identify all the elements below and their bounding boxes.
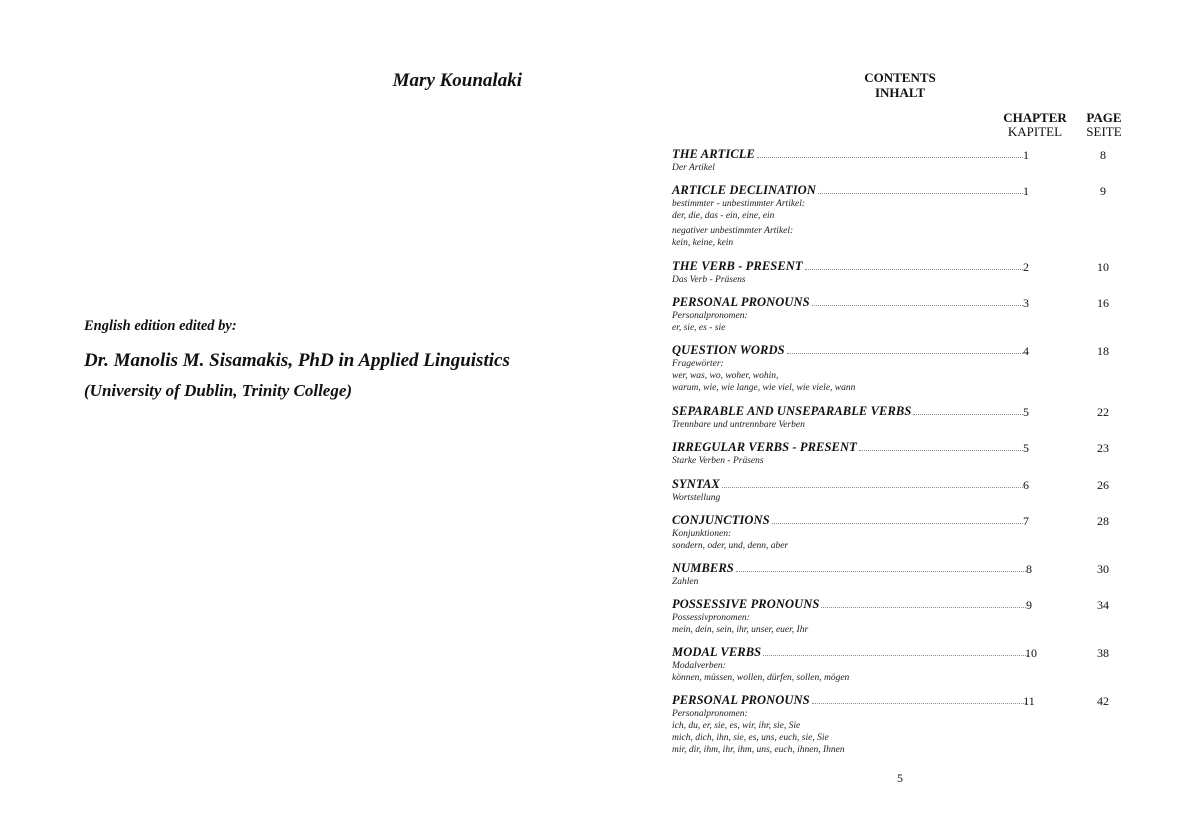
toc-entry bbox=[672, 561, 1142, 588]
toc-entry-subtitle: Wortstellung bbox=[672, 493, 721, 503]
toc-leader-dots bbox=[812, 703, 1026, 704]
toc-entry-title: CONJUNCTIONS bbox=[672, 513, 770, 527]
page-header-de: SEITE bbox=[1086, 124, 1122, 139]
toc-entry-subtitle: bestimmter - unbestimmter Artikel: bbox=[672, 199, 806, 209]
toc-entry-title: SYNTAX bbox=[672, 477, 720, 491]
toc-leader-dots bbox=[818, 193, 1023, 194]
toc-entry-page: 16 bbox=[1097, 296, 1109, 310]
toc-entry bbox=[672, 343, 1142, 394]
toc-entry bbox=[672, 513, 1142, 552]
toc-entry-title: MODAL VERBS bbox=[672, 645, 762, 659]
toc-entry bbox=[672, 477, 1142, 504]
toc-entry-title: THE ARTICLE bbox=[672, 147, 755, 161]
toc-entry-line bbox=[672, 404, 1142, 419]
chapter-column-header bbox=[996, 111, 1074, 139]
contents-title: CONTENTS bbox=[864, 70, 936, 85]
toc-entry-subtitle: er, sie, es - sie bbox=[672, 323, 726, 333]
toc-entry bbox=[672, 440, 1142, 467]
toc-entry-subtitle: Modalverben: bbox=[672, 661, 726, 671]
toc-entry-subtitle: sondern, oder, und, denn, aber bbox=[672, 541, 789, 551]
toc-entry-chapter: 3 bbox=[1023, 296, 1029, 310]
toc-entry bbox=[672, 645, 1142, 684]
toc-entry-page: 30 bbox=[1097, 562, 1109, 576]
toc-entry-subtitle: Personalpronomen: bbox=[672, 709, 748, 719]
toc-entry-subtitle: kein, keine, kein bbox=[672, 238, 734, 248]
toc-entry-line bbox=[672, 343, 1142, 358]
toc-entry-subtitle: Possessivpronomen: bbox=[672, 613, 750, 623]
contents-subtitle: INHALT bbox=[874, 85, 926, 100]
toc-entry bbox=[672, 183, 1142, 249]
toc-entry-chapter: 10 bbox=[1025, 646, 1037, 660]
toc-entry-page: 9 bbox=[1100, 184, 1106, 198]
toc-entry bbox=[672, 404, 1142, 431]
toc-entry-line bbox=[672, 597, 1142, 612]
toc-entry-subtitle: mein, dein, sein, ihr, unser, euer, Ihr bbox=[672, 625, 809, 635]
toc-leader-dots bbox=[805, 269, 1023, 270]
toc-entry-title: ARTICLE DECLINATION bbox=[672, 183, 816, 197]
edited-by-label: English edition edited by: bbox=[84, 318, 237, 334]
chapter-header-de: KAPITEL bbox=[1007, 124, 1063, 139]
toc-entry-title: NUMBERS bbox=[672, 561, 734, 575]
contents-heading bbox=[850, 70, 950, 100]
toc-entry-page: 22 bbox=[1097, 405, 1109, 419]
toc-entry-page: 28 bbox=[1097, 514, 1109, 528]
toc-entry-subtitle: mir, dir, ihm, ihr, ihm, uns, euch, ihnen, Ihnen bbox=[672, 745, 845, 755]
toc-entry-title: PERSONAL PRONOUNS bbox=[672, 295, 810, 309]
toc-leader-dots bbox=[821, 607, 1026, 608]
toc-entry-line bbox=[672, 477, 1142, 492]
toc-entry-subtitle: Trennbare und untrennbare Verben bbox=[672, 420, 805, 430]
toc-entry-chapter: 9 bbox=[1026, 598, 1032, 612]
toc-entry-subtitle: Personalpronomen: bbox=[672, 311, 748, 321]
toc-entry bbox=[672, 295, 1142, 334]
toc-entry-title: IRREGULAR VERBS - PRESENT bbox=[672, 440, 857, 454]
toc-entry-subtitle: negativer unbestimmter Artikel: bbox=[672, 226, 794, 236]
toc-entry-line bbox=[672, 693, 1142, 708]
page-number: 5 bbox=[897, 771, 903, 785]
toc-entry-line bbox=[672, 645, 1142, 660]
page-header-en: PAGE bbox=[1086, 110, 1122, 125]
chapter-header-en: CHAPTER bbox=[1003, 110, 1067, 125]
toc-entry-chapter: 5 bbox=[1023, 441, 1029, 455]
toc-entry-page: 8 bbox=[1100, 148, 1106, 162]
toc-entry-line bbox=[672, 183, 1142, 198]
toc-entry-subtitle: Starke Verben - Präsens bbox=[672, 456, 764, 466]
toc-entry-chapter: 5 bbox=[1023, 405, 1029, 419]
toc-entry-page: 38 bbox=[1097, 646, 1109, 660]
toc-entry-line bbox=[672, 561, 1142, 576]
toc-entry-line bbox=[672, 295, 1142, 310]
toc-entry-line bbox=[672, 440, 1142, 455]
toc-leader-dots bbox=[722, 487, 1023, 488]
toc-entry bbox=[672, 147, 1142, 174]
toc-entry-title: THE VERB - PRESENT bbox=[672, 259, 803, 273]
toc-leader-dots bbox=[859, 450, 1023, 451]
editor-affiliation: (University of Dublin, Trinity College) bbox=[84, 381, 353, 400]
toc-entry bbox=[672, 597, 1142, 636]
toc-entry-line bbox=[672, 147, 1142, 162]
toc-entry bbox=[672, 693, 1142, 756]
toc-entry-subtitle: der, die, das - ein, eine, ein bbox=[672, 211, 775, 221]
toc-entry-chapter: 4 bbox=[1023, 344, 1029, 358]
toc-entry-subtitle: Das Verb - Präsens bbox=[672, 275, 746, 285]
toc-entry-title: SEPARABLE AND UNSEPARABLE VERBS bbox=[672, 404, 912, 418]
toc-entry-page: 34 bbox=[1097, 598, 1109, 612]
toc-entry-chapter: 1 bbox=[1023, 184, 1029, 198]
toc-leader-dots bbox=[772, 523, 1023, 524]
toc-entry-chapter: 8 bbox=[1026, 562, 1032, 576]
toc-entry-subtitle: ich, du, er, sie, es, wir, ihr, sie, Sie bbox=[672, 721, 801, 731]
toc-leader-dots bbox=[812, 305, 1023, 306]
toc-entry-page: 23 bbox=[1097, 441, 1109, 455]
page-column-header bbox=[1076, 111, 1132, 139]
toc-entry-subtitle: Konjunktionen: bbox=[672, 529, 732, 539]
toc-entry-chapter: 11 bbox=[1023, 694, 1035, 708]
toc-entry-page: 26 bbox=[1097, 478, 1109, 492]
editor-name: Dr. Manolis M. Sisamakis, PhD in Applied Linguistics bbox=[84, 350, 510, 371]
toc-entry-subtitle: Der Artikel bbox=[672, 163, 715, 173]
author-name: Mary Kounalaki bbox=[392, 70, 522, 91]
toc-entry-page: 42 bbox=[1097, 694, 1109, 708]
toc-entry-title: PERSONAL PRONOUNS bbox=[672, 693, 810, 707]
toc-leader-dots bbox=[913, 414, 1023, 415]
toc-entry-subtitle: können, müssen, wollen, dürfen, sollen, mögen bbox=[672, 673, 850, 683]
toc-leader-dots bbox=[736, 571, 1026, 572]
toc-entry-subtitle: Fragewörter: bbox=[672, 359, 724, 369]
toc-entry-title: POSSESSIVE PRONOUNS bbox=[672, 597, 820, 611]
toc-entry-line bbox=[672, 259, 1142, 274]
toc-leader-dots bbox=[757, 157, 1023, 158]
toc-entry-subtitle: Zahlen bbox=[672, 577, 699, 587]
toc-entry-page: 10 bbox=[1097, 260, 1109, 274]
toc-entry-subtitle: warum, wie, wie lange, wie viel, wie viele, wann bbox=[672, 383, 856, 393]
toc-entry-page: 18 bbox=[1097, 344, 1109, 358]
toc-leader-dots bbox=[763, 655, 1028, 656]
toc-entry bbox=[672, 259, 1142, 286]
toc-entry-chapter: 2 bbox=[1023, 260, 1029, 274]
toc-leader-dots bbox=[787, 353, 1023, 354]
toc-entry-chapter: 6 bbox=[1023, 478, 1029, 492]
toc-entry-subtitle: wer, was, wo, woher, wohin, bbox=[672, 371, 779, 381]
toc-entry-chapter: 7 bbox=[1023, 514, 1029, 528]
toc-entry-line bbox=[672, 513, 1142, 528]
toc-entry-subtitle: mich, dich, ihn, sie, es, uns, euch, sie, Sie bbox=[672, 733, 829, 743]
toc-entry-title: QUESTION WORDS bbox=[672, 343, 785, 357]
toc-entry-chapter: 1 bbox=[1023, 148, 1029, 162]
